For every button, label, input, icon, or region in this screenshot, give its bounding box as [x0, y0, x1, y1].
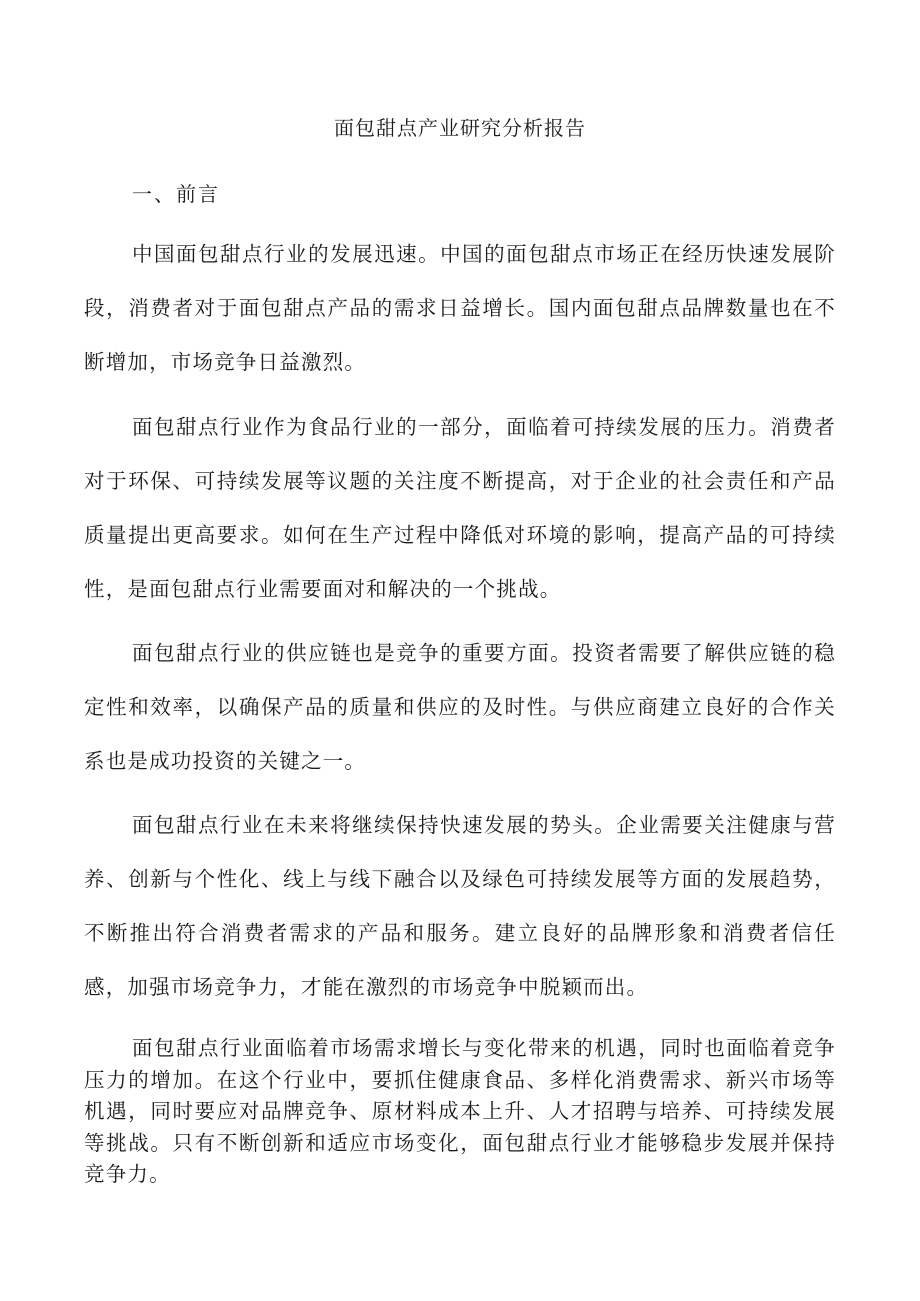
paragraph-5: 面包甜点行业面临着市场需求增长与变化带来的机遇，同时也面临着竞争压力的增加。在这个行业中，要抓住健康食品、多样化消费需求、新兴市场等机遇，同时要应对品牌竞争、原材料成本上升、人才招聘与培养、可持续发展等挑战。只有不断创新和适应市场变化，面包甜点行业才能够稳步发展并保持竞争力。 [84, 1036, 836, 1186]
paragraph-2: 面包甜点行业作为食品行业的一部分，面临着可持续发展的压力。消费者对于环保、可持续发展等议题的关注度不断提高，对于企业的社会责任和产品质量提出更高要求。如何在生产过程中降低对环境的影响，提高产品的可持续性，是面包甜点行业需要面对和解决的一个挑战。 [84, 415, 836, 601]
paragraph-4: 面包甜点行业在未来将继续保持快速发展的势头。企业需要关注健康与营养、创新与个性化、线上与线下融合以及绿色可持续发展等方面的发展趋势，不断推出符合消费者需求的产品和服务。建立良好的品牌形象和消费者信任感，加强市场竞争力，才能在激烈的市场竞争中脱颖而出。 [84, 813, 836, 999]
document-title: 面包甜点产业研究分析报告 [334, 116, 586, 140]
paragraph-3: 面包甜点行业的供应链也是竞争的重要方面。投资者需要了解供应链的稳定性和效率，以确保产品的质量和供应的及时性。与供应商建立良好的合作关系也是成功投资的关键之一。 [84, 641, 836, 773]
paragraph-1: 中国面包甜点行业的发展迅速。中国的面包甜点市场正在经历快速发展阶段，消费者对于面包甜点产品的需求日益增长。国内面包甜点品牌数量也在不断增加，市场竞争日益激烈。 [84, 242, 836, 374]
section-heading: 一、前言 [132, 182, 220, 206]
